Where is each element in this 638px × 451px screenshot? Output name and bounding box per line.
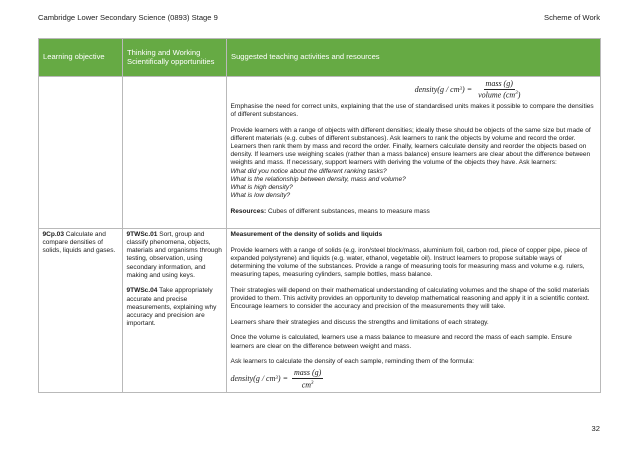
table-row <box>39 229 601 393</box>
document-header-section: Scheme of Work <box>544 13 600 22</box>
objective-code: 9Cp.03 <box>42 231 64 238</box>
column-header-thinking-working: Thinking and Working Scientifically opportunities <box>123 39 227 77</box>
column-header-learning-objective: Learning objective <box>39 39 123 77</box>
question: What did you notice about the different ranking tasks? <box>230 167 387 175</box>
tws-cell-empty <box>123 77 227 229</box>
question: What is the relationship between density, mass and volume? <box>230 175 406 183</box>
document-header-title: Cambridge Lower Secondary Science (0893) Stage 9 <box>38 13 218 22</box>
paragraph: Emphasise the need for correct units, explaining that the use of standardised units makes it possible to compare the densities of different substances. <box>230 102 594 119</box>
resources-line: Resources: Cubes of different substances, means to measure mass <box>230 207 430 215</box>
activities-cell <box>227 77 601 229</box>
question: What is low density? <box>230 192 291 200</box>
paragraph: Provide learners with a range of objects with different densities; ideally these should be objects of the same size but made of different materials (e.g. cubes of different substances). Ask learners to rank the objects by volume and record the order. Learners then rank them by mass and record the order. Finally, learners calculate density and reorder the objects based on density. If learners use weighing scales (rather than a mass balance) ensure learners are clear about the difference between weights and mass. If necessary, support learners with deriving the volume of the objects they have. Ask learners: <box>230 126 591 167</box>
paragraph: Learners share their strategies and discuss the strengths and limitations of each strategy. <box>230 318 489 326</box>
column-header-suggested-activities: Suggested teaching activities and resources <box>227 39 601 77</box>
objective-cell-empty <box>39 77 123 229</box>
paragraph: Ask learners to calculate the density of each sample, reminding them of the formula: <box>230 358 474 366</box>
density-formula: density (g / cm 3 ) = $\frac{\text{mass (g)}}{cm^3}$ <box>230 368 322 390</box>
paragraph: Their strategies will depend on their mathematical understanding of calculating volumes and the shape of the solid materials provided to them. This activity provides an opportunity to develop mathematical reasoning and apply it in a scientific context. Encourage learners to consider the accuracy and precision of the measurements they will take. <box>230 286 590 311</box>
activity-heading: Measurement of the density of solids and liquids <box>230 231 383 238</box>
page-number: 32 <box>591 424 600 433</box>
scheme-of-work-table <box>38 38 601 393</box>
objective-cell: 9Cp.03 Calculate and compare densities of solids, liquids and gases. <box>39 229 123 393</box>
tws-cell: 9TWSc.01 Sort, group and classify phenomena, objects, materials and organisms through testing, observation, using secondary information, and making and using keys. 9TWSc.04 Take appropriately accurate and precise measurements, explaining why accuracy and precision are important. <box>123 229 227 393</box>
paragraph: Provide learners with a range of solids (e.g. iron/steel block/mass, aluminium foil, carbon rod, piece of copper pipe, piece of expanded polystyrene) and liquids (e.g. water, ethanol, vegetable oil). Instruct learners to propose suitable ways of determining the volume of the substances. Provide a range of measuring tools for measuring mass and volume e.g. rulers, measuring tapes, measuring cylinders, sample bottles, mass balance. <box>230 246 588 279</box>
tws-code: 9TWSc.01 <box>126 231 158 238</box>
question: What is high density? <box>230 183 293 191</box>
density-formula: density (g / cm 3 ) = $\frac{\text{mass (g)}}{volume (cm^3)}$ <box>414 79 521 100</box>
paragraph: Once the volume is calculated, learners use a mass balance to measure and record the mass of each sample. Ensure learners are clear on the difference between weight and mass. <box>230 334 572 350</box>
table-header-row <box>39 39 601 77</box>
table-row <box>39 77 601 229</box>
activities-cell <box>227 229 601 393</box>
tws-code: 9TWSc.04 <box>126 287 158 295</box>
